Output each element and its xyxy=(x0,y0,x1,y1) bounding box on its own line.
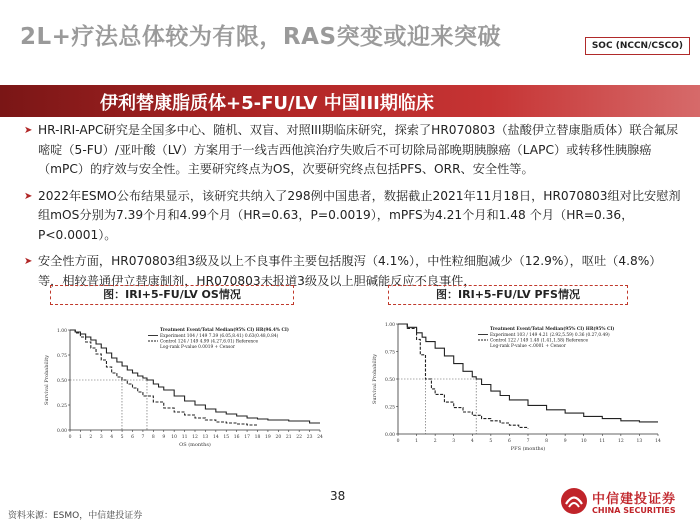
legend-row: Log-rank P-value <.0001 + Censor xyxy=(490,344,566,349)
x-tick-label: 0 xyxy=(396,439,400,444)
x-tick-label: 13 xyxy=(202,435,209,440)
x-tick-label: 12 xyxy=(617,439,624,444)
y-tick-label: 1.00 xyxy=(384,323,395,328)
x-tick-label: 19 xyxy=(265,435,271,440)
source-note: 资料来源：ESMO，中信建投证券 xyxy=(8,511,143,521)
bullet-item xyxy=(24,187,684,246)
legend-row: Control 122 / 149 1.48 (1.41,1.58) Reference xyxy=(490,338,589,344)
x-tick-label: 1 xyxy=(415,439,419,444)
x-tick-label: 6 xyxy=(507,439,511,444)
x-tick-label: 2 xyxy=(89,435,93,440)
x-tick-label: 8 xyxy=(151,435,155,440)
company-logo xyxy=(560,486,690,520)
x-tick-label: 18 xyxy=(254,435,261,440)
x-tick-label: 9 xyxy=(563,439,567,444)
x-tick-label: 23 xyxy=(306,435,313,440)
x-tick-label: 5 xyxy=(489,439,493,444)
x-tick-label: 5 xyxy=(120,435,124,440)
x-tick-label: 9 xyxy=(162,435,166,440)
y-tick-label: 1.00 xyxy=(56,329,67,334)
y-tick-label: 0.75 xyxy=(384,350,395,356)
pfs-figure-caption: 图：IRI+5-FU/LV PFS情况 xyxy=(388,285,628,305)
y-axis-label: Survival Probability xyxy=(372,353,378,405)
x-tick-label: 4 xyxy=(110,435,114,440)
legend-row: Experiment 104 / 149 7.39 (6.05,8.41) 0.63(0.48,0.84) xyxy=(160,334,279,339)
arrow-bullet-icon: ➤ xyxy=(24,256,33,267)
x-tick-label: 2 xyxy=(433,439,437,444)
y-axis-label: Survival Probability xyxy=(44,354,50,406)
y-tick-label: 0.25 xyxy=(56,404,67,409)
y-tick-label: 0.00 xyxy=(384,433,395,438)
x-tick-label: 16 xyxy=(233,435,240,440)
x-tick-label: 1 xyxy=(78,435,82,440)
x-tick-label: 8 xyxy=(545,439,549,444)
logo-english-name: CHINA SECURITIES xyxy=(592,506,676,515)
x-tick-label: 3 xyxy=(99,435,103,440)
x-tick-label: 3 xyxy=(452,439,456,444)
y-tick-label: 0.00 xyxy=(56,429,67,434)
bullet-list xyxy=(24,121,684,298)
x-tick-label: 4 xyxy=(470,439,474,444)
x-tick-label: 24 xyxy=(317,435,323,440)
slide-title: 2L+疗法总体较为有限，RAS突变或迎来突破 xyxy=(20,24,502,50)
legend-row: Control 124 / 149 4.99 (4.27,6.01) Reference xyxy=(160,339,259,345)
page-number: 38 xyxy=(330,489,346,503)
x-tick-label: 6 xyxy=(131,435,134,440)
x-tick-label: 10 xyxy=(171,435,178,440)
x-axis-label: OS (months) xyxy=(179,442,211,448)
x-tick-label: 13 xyxy=(636,439,643,444)
x-tick-label: 7 xyxy=(526,439,530,444)
os-km-chart xyxy=(40,320,330,472)
legend-header: Treatment Event/Total Median(95% CI) HR(95% CI) xyxy=(490,327,615,332)
x-tick-label: 14 xyxy=(212,435,219,440)
y-tick-label: 0.50 xyxy=(384,378,395,383)
arrow-bullet-icon: ➤ xyxy=(24,190,33,202)
x-tick-label: 14 xyxy=(655,439,661,444)
section-title: 伊利替康脂质体+5-FU/LV 中国III期临床 xyxy=(100,93,434,114)
x-tick-label: 15 xyxy=(223,435,230,440)
y-tick-label: 0.50 xyxy=(56,379,67,384)
y-tick-label: 0.75 xyxy=(56,354,67,359)
section-banner xyxy=(0,85,700,117)
x-tick-label: 11 xyxy=(599,439,606,444)
bullet-text: 2022年ESMO公布结果显示，该研究共纳入了298例中国患者，数据截止2021年11月18日，HR070803组对比安慰剂组mOS分别为7.39个月和4.99个月（HR=0.63，P=0.0019），mPFS为4.21个月和1.48 个月（HR=0.36，P<0.0001）。 xyxy=(38,188,681,242)
bullet-text: 安全性方面，HR070803组3级及以上不良事件主要包括腹泻（4.1%），中性粒细胞减少（12.9%），呕吐（4.8%）等，相较普通伊立替康制剂，HR070803未报道3级及以上胆碱能反应不良事件， xyxy=(38,254,662,288)
legend-row: Log-rank P-value 0.0019 + Censor xyxy=(160,345,235,350)
x-tick-label: 0 xyxy=(68,435,72,440)
os-figure-caption: 图：IRI+5-FU/LV OS情况 xyxy=(50,285,294,305)
bullet-text: HR-IRI-APC研究是全国多中心、随机、双盲、对照III期临床研究，探索了HR070803（盐酸伊立替康脂质体）联合氟尿嘧啶（5-FU）/亚叶酸（LV）方案用于一线吉西他滨治疗失败后不可切除局部晚期胰腺癌（LAPC）或转移性胰腺癌（mPC）的疗效与安全性。主要研究终点为OS，次要研究终点包括PFS、ORR、安全性等。 xyxy=(38,123,679,176)
x-tick-label: 22 xyxy=(296,435,303,440)
y-tick-label: 0.25 xyxy=(384,405,395,411)
x-tick-label: 21 xyxy=(285,435,292,440)
x-tick-label: 17 xyxy=(244,435,250,440)
x-axis-label: PFS (months) xyxy=(510,446,546,452)
soc-badge: SOC (NCCN/CSCO) xyxy=(585,37,690,55)
x-tick-label: 7 xyxy=(141,435,145,440)
bullet-item xyxy=(24,121,684,180)
x-tick-label: 11 xyxy=(181,435,188,440)
x-tick-label: 10 xyxy=(580,439,587,444)
x-tick-label: 20 xyxy=(275,435,282,440)
logo-chinese-name: 中信建投证券 xyxy=(592,492,677,507)
logo-mark-icon xyxy=(560,487,588,515)
pfs-km-chart xyxy=(370,318,668,473)
arrow-bullet-icon: ➤ xyxy=(24,125,33,136)
x-tick-label: 12 xyxy=(192,435,198,440)
legend-header: Treatment Event/Total Median(95% CI) HR(96.4% CI) xyxy=(160,328,289,333)
legend-row: Experiment 103 / 149 4.21 (2.92,5.59) 0.36 (0.27,0.49) xyxy=(490,333,610,338)
